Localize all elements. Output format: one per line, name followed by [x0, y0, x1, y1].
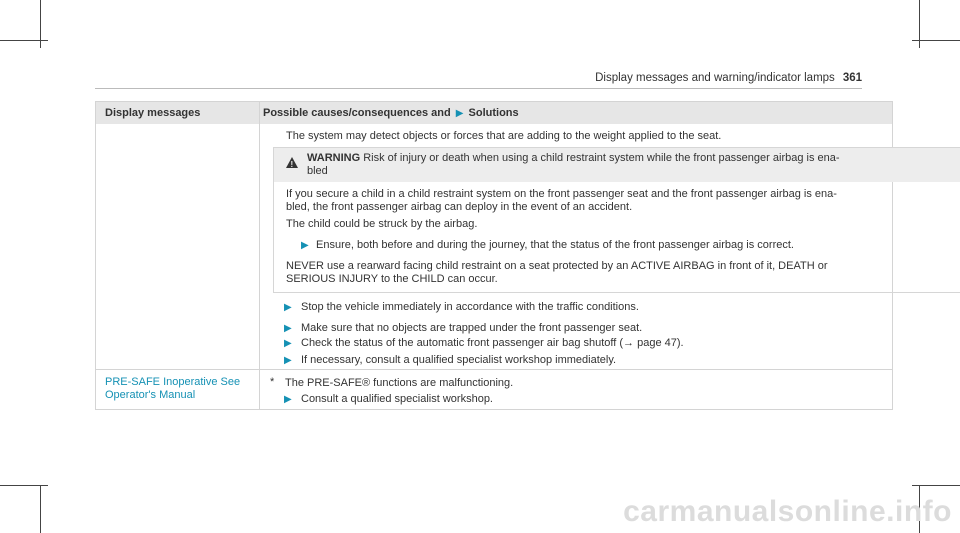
step-arrow-icon: ▶: [284, 394, 292, 405]
row1-intro: The system may detect objects or forces that are adding to the weight applied to the seat.: [286, 130, 722, 142]
row2-step: Consult a qualified specialist workshop.: [301, 393, 493, 405]
crop-mark: [912, 40, 960, 41]
warning-para1-line1: If you secure a child in a child restraint system on the front passenger seat and the front passenger airbag is ena-: [286, 188, 837, 200]
warning-header: ! WARNING Risk of injury or death when using a child restraint system while the front passenger airbag is ena- bled: [274, 148, 960, 182]
step-arrow-icon: ▶: [284, 323, 292, 334]
warning-para2: The child could be struck by the airbag.: [286, 218, 478, 230]
step-arrow-icon: ▶: [284, 338, 292, 349]
warning-step: Ensure, both before and during the journey, that the status of the front passenger airbag is correct.: [316, 239, 794, 251]
page-header: [595, 72, 862, 84]
warning-text-line1: [307, 152, 840, 165]
crop-mark: [0, 40, 48, 41]
step-item: Check the status of the automatic front passenger air bag shutoff (→ page 47).: [301, 337, 684, 349]
warning-label: WARNING: [307, 152, 361, 164]
col-header-causes-text: Possible causes/consequences and: [263, 107, 451, 119]
header-title: Display messages and warning/indicator lamps: [595, 72, 835, 84]
crop-mark: [0, 485, 48, 486]
arrow-right-icon: ▶: [455, 108, 464, 119]
step-arrow-icon: ▶: [284, 302, 292, 313]
step-arrow-icon: ▶: [284, 355, 292, 366]
row-divider: [96, 369, 892, 370]
warning-box: [273, 147, 960, 293]
step-item: Stop the vehicle immediately in accordance with the traffic conditions.: [301, 301, 639, 313]
warning-text-line2: bled: [307, 165, 328, 177]
row2-cause: The PRE-SAFE® functions are malfunctioning.: [285, 377, 514, 389]
warning-para1-line2: bled, the front passenger airbag can deploy in the event of an accident.: [286, 201, 633, 213]
warning-para3-line1: NEVER use a rearward facing child restraint on a seat protected by an ACTIVE AIRBAG in front of it, DEATH or: [286, 260, 828, 272]
step-arrow-icon: ▶: [301, 240, 309, 251]
display-messages-table: [95, 101, 893, 410]
column-divider: [259, 102, 260, 409]
page-number: 361: [842, 72, 862, 84]
message-pre-safe-line1: PRE-SAFE Inoperative See: [105, 376, 241, 388]
col-header-solutions-text: Solutions: [468, 107, 519, 119]
watermark: carmanualsonline.info: [623, 495, 952, 528]
col-header-messages: Display messages: [105, 107, 201, 119]
table-header: [96, 102, 892, 124]
warning-para3-line2: SERIOUS INJURY to the CHILD can occur.: [286, 273, 498, 285]
crop-mark: [40, 485, 41, 533]
warning-risk-text: Risk of injury or death when using a child restraint system while the front passenger airbag is ena-: [363, 152, 840, 164]
step-item: If necessary, consult a qualified specialist workshop immediately.: [301, 354, 617, 366]
header-rule: [95, 88, 862, 89]
message-pre-safe-line2: Operator's Manual: [105, 389, 196, 401]
step-item: Make sure that no objects are trapped under the front passenger seat.: [301, 322, 643, 334]
crop-mark: [912, 485, 960, 486]
asterisk-marker: *: [270, 376, 275, 388]
col-header-causes: [263, 107, 519, 119]
